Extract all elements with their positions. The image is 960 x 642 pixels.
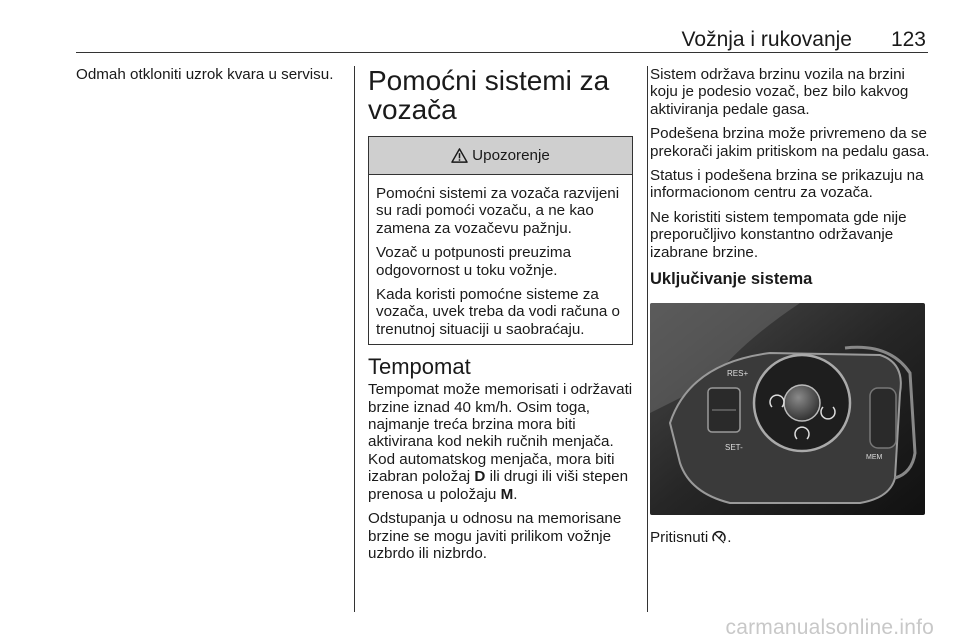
- text-run: Tempomat može memorisati i održavati brzine iznad 40 km/h. Osim toga, najmanje treća brzina mora biti aktivirana kod nekih ručnih menjača. Kod automatskog menjača, mora biti izabran položaj: [368, 381, 633, 486]
- paragraph: Ne koristiti sistem tempomata gde nije preporučljivo konstantno održavanje izabrane brzine.: [650, 208, 907, 261]
- warning-header: [369, 137, 632, 175]
- page-number: 123: [890, 28, 926, 51]
- warning-triangle-icon: [451, 148, 468, 163]
- set-label: SET-: [725, 443, 743, 453]
- paragraph: [650, 529, 930, 546]
- warning-paragraph: Vozač u potpunosti preuzima odgovornost u toku vožnje.: [376, 244, 572, 279]
- warning-paragraph: Kada koristi pomoćne sisteme za vozača, uvek treba da vodi računa o trenutnoj situaciji u saobraćaju.: [376, 286, 620, 338]
- column-divider: [354, 66, 355, 612]
- subheading: Uključivanje sistema: [650, 270, 813, 289]
- watermark: carmanualsonline.info: [725, 616, 934, 639]
- text-run: .: [727, 529, 732, 547]
- gear-position-d: D: [474, 468, 486, 486]
- warning-box: [368, 136, 633, 345]
- section-heading: Pomoćni sistemi za vozača: [368, 65, 610, 125]
- text-run: Pritisnuti: [650, 529, 709, 547]
- page-header: [76, 28, 928, 53]
- section-title: Vožnja i rukovanje: [681, 28, 852, 51]
- column-divider: [647, 66, 648, 612]
- paragraph: Podešena brzina može privremeno da se prekorači jakim pritiskom na pedalu gasa.: [650, 125, 930, 160]
- paragraph: Sistem održava brzinu vozila na brzini koju je podesio vozač, bez bilo kakvog aktiviranja pedale gasa.: [650, 66, 909, 118]
- column-2: [368, 66, 635, 569]
- subsection-heading: Tempomat: [368, 354, 471, 380]
- warning-paragraph: Pomoćni sistemi za vozača razvijeni su radi pomoći vozaču, a ne kao zamena za vozačevu pažnju.: [376, 185, 620, 237]
- text-run: .: [513, 485, 518, 503]
- paragraph: Odmah otkloniti uzrok kvara u servisu.: [76, 66, 334, 83]
- cruise-control-icon: [711, 529, 727, 545]
- res-label: RES+: [727, 369, 749, 379]
- steering-wheel-controls-image: [650, 303, 925, 515]
- warning-label: Upozorenje: [472, 146, 550, 164]
- column-1: [76, 66, 338, 90]
- paragraph: Odstupanja u odnosu na memorisane brzine se mogu javiti prilikom vožnje uzbrdo ili nizbrdo.: [368, 510, 622, 562]
- text-run: ili drugi ili viši stepen prenosa u položaju: [368, 468, 629, 503]
- column-3: [650, 66, 930, 553]
- paragraph: [368, 381, 635, 503]
- paragraph: Status i podešena brzina se prikazuju na informacionom centru za vozača.: [650, 167, 924, 202]
- warning-body: [369, 175, 632, 344]
- mem-label: MEM: [866, 454, 883, 462]
- gear-position-m: M: [500, 485, 514, 503]
